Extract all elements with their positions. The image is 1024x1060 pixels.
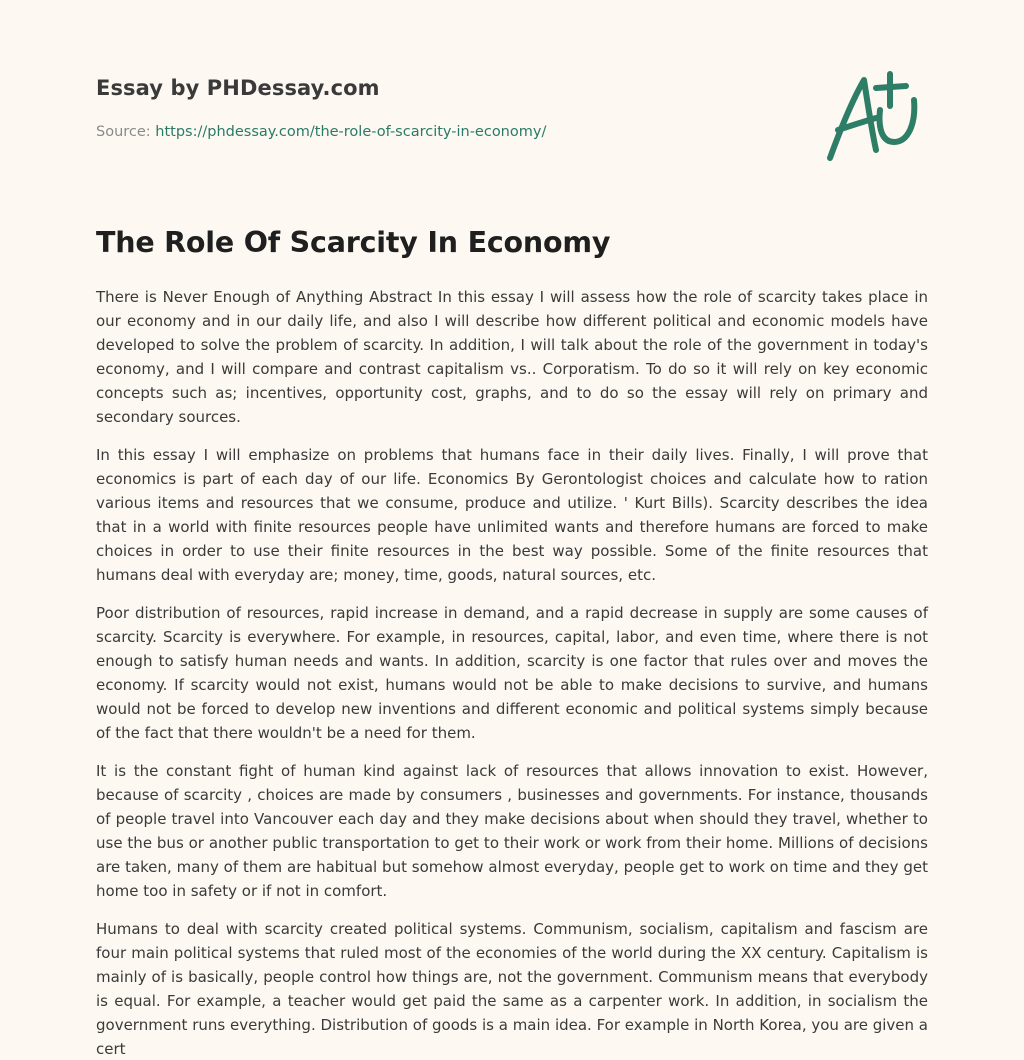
- a-plus-logo-icon: [820, 66, 930, 166]
- essay-paragraph: Poor distribution of resources, rapid increase in demand, and a rapid decrease in supply are some causes of scarcity. Scarcity is everywhere. For example, in resources, capital, labor, and even time, where there is not enough to satisfy human needs and wants. In addition, scarcity is one factor that rules over and moves the economy. If scarcity would not exist, humans would not be able to make decisions to survive, and humans would not be forced to develop new inventions and different economic and political systems simply because of the fact that there wouldn't be a need for them.: [96, 604, 928, 742]
- site-brand: Essay by PHDessay.com: [96, 76, 380, 100]
- essay-paragraph: It is the constant fight of human kind against lack of resources that allows innovation to exist. However, because of scarcity , choices are made by consumers , businesses and governments. For instance, thousands of people travel into Vancouver each day and they make decisions about when should they travel, whether to use the bus or another public transportation to get to their work or work from their home. Millions of decisions are taken, many of them are habitual but somehow almost everyday, people get to work on time and they get home too in safety or if not in comfort.: [96, 762, 928, 900]
- source-link[interactable]: https://phdessay.com/the-role-of-scarcity-in-economy/: [155, 124, 547, 140]
- essay-paragraph: In this essay I will emphasize on problems that humans face in their daily lives. Finally, I will prove that economics is part of each day of our life. Economics By Gerontologist choices and calculate how to ration various items and resources that we consume, produce and utilize. ' Kurt Bills). Scarcity describes the idea that in a world with finite resources people have unlimited wants and therefore humans are forced to make choices in order to use their finite resources in the best way possible. Some of the finite resources that humans deal with everyday are; money, time, goods, natural sources, etc.: [96, 446, 928, 584]
- essay-title: The Role Of Scarcity In Economy: [96, 226, 611, 259]
- essay-paragraph: There is Never Enough of Anything Abstract In this essay I will assess how the role of scarcity takes place in our economy and in our daily life, and also I will describe how different political and economic models have developed to solve the problem of scarcity. In addition, I will talk about the role of the government in today's economy, and I will compare and contrast capitalism vs.. Corporatism. To do so it will rely on key economic concepts such as; incentives, opportunity cost, graphs, and to do so the essay will rely on primary and secondary sources.: [96, 288, 928, 426]
- essay-body: [96, 285, 928, 1060]
- source-line: [96, 124, 546, 140]
- essay-paragraph: Humans to deal with scarcity created political systems. Communism, socialism, capitalism and fascism are four main political systems that ruled most of the economies of the world during the XX century. Capitalism is mainly of is basically, people control how things are, not the government. Communism means that everybody is equal. For example, a teacher would get paid the same as a carpenter work. In addition, in socialism the government runs everything. Distribution of goods is a main idea. For example in North Korea, you are given a cert: [96, 920, 928, 1058]
- source-label: Source:: [96, 124, 156, 140]
